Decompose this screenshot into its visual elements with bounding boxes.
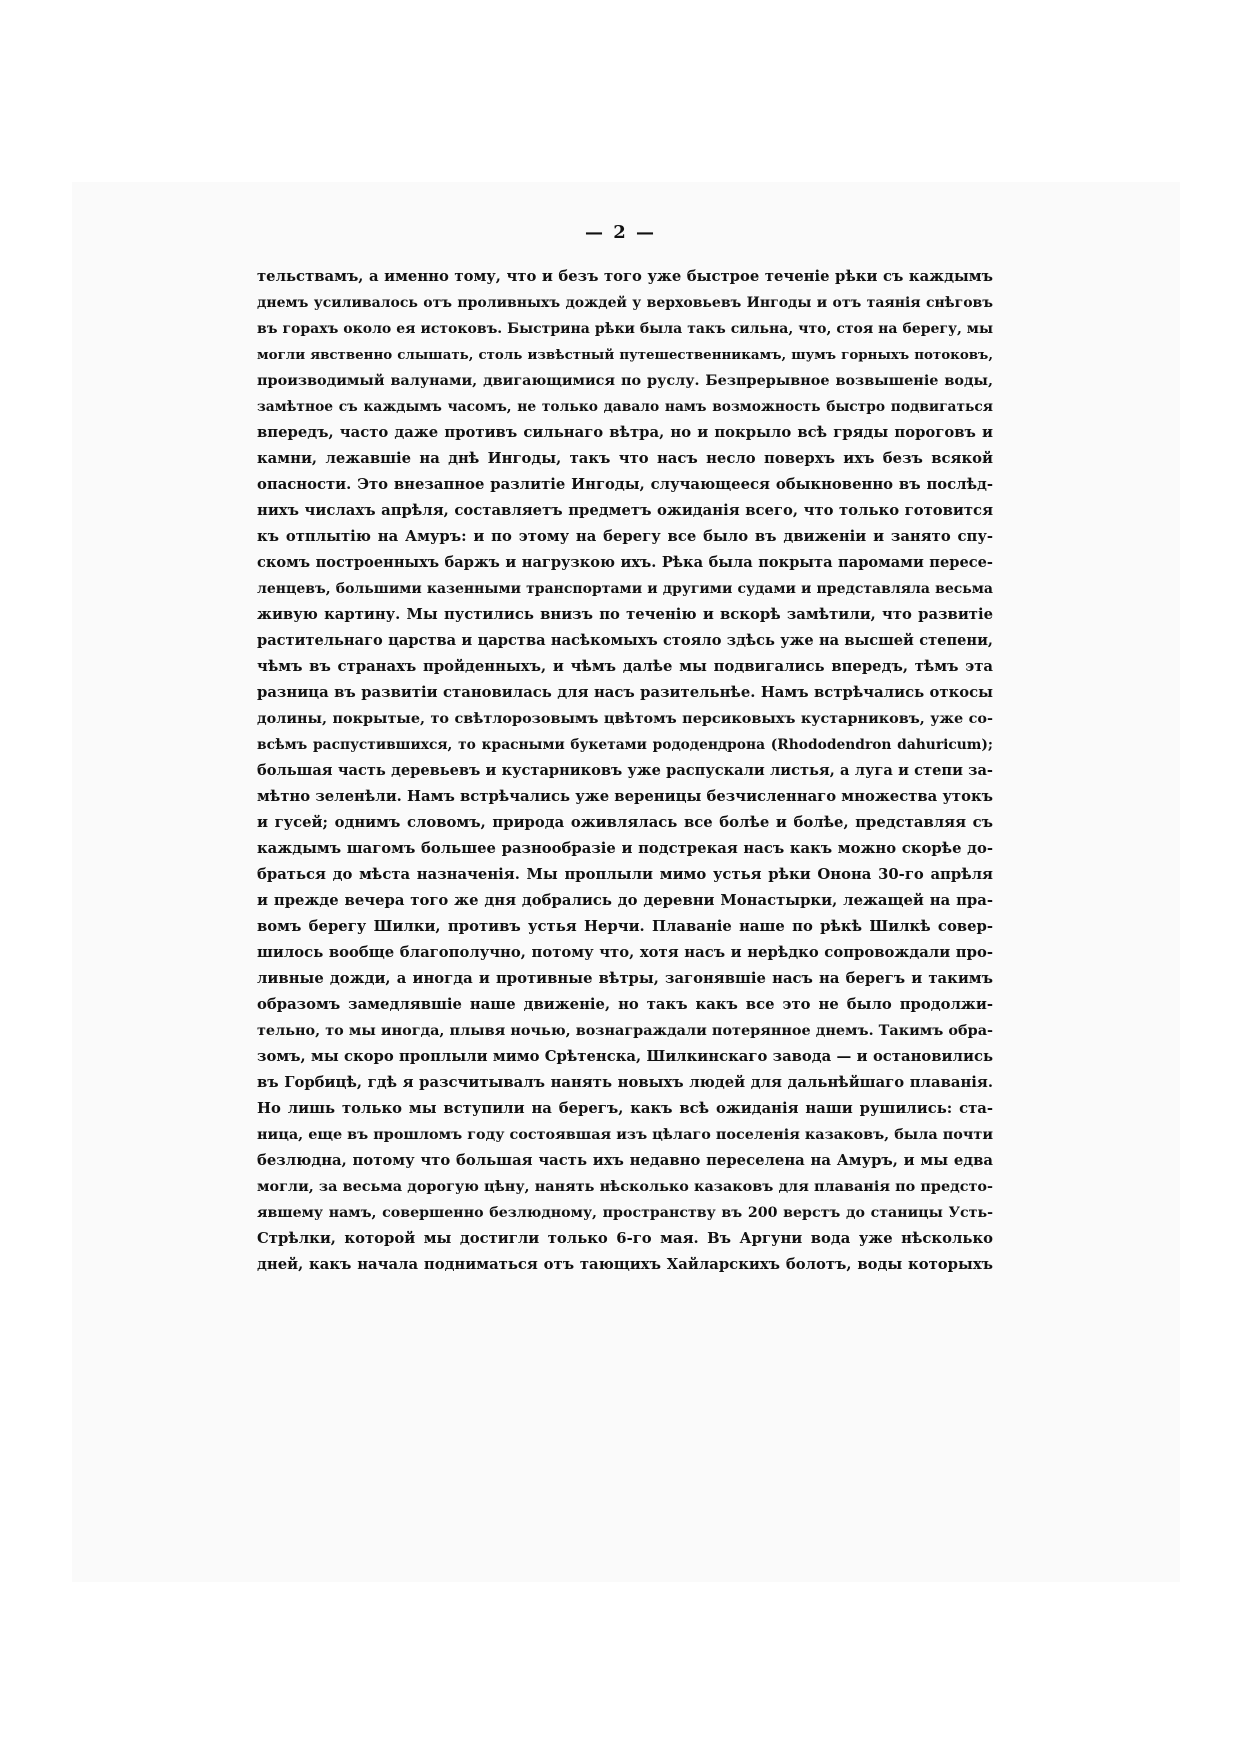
text-line: тельно, то мы иногда, плывя ночью, вознаграждали потерянное днемъ. Такимъ обра- [257,1022,993,1039]
text-line: ница, еще въ прошломъ году состоявшая изъ цѣлаго поселенія казаковъ, была почти [257,1126,993,1143]
text-line: безлюдна, потому что большая часть ихъ недавно переселена на Амуръ, и мы едва [257,1152,993,1169]
page-number: — 2 — [584,222,657,243]
text-line: чѣмъ въ странахъ пройденныхъ, и чѣмъ далѣе мы подвигались впередъ, тѣмъ эта [257,658,993,675]
text-line: впередъ, часто даже противъ сильнаго вѣтра, но и покрыло всѣ гряды пороговъ и [257,424,993,441]
text-line: ленцевъ, большими казенными транспортами и другими судами и представляла весьма [257,581,993,597]
text-line: къ отплытію на Амуръ: и по этому на берегу все было въ движеніи и занято спу- [257,528,993,545]
text-line: браться до мѣста назначенія. Мы проплыли мимо устья рѣки Онона 30-го апрѣля [257,866,993,883]
text-line: днемъ усиливалось отъ проливныхъ дождей у верховьевъ Ингоды и отъ таянія снѣговъ [257,295,993,311]
text-line: вомъ берегу Шилки, противъ устья Нерчи. Плаваніе наше по рѣкѣ Шилкѣ совер- [257,918,993,935]
text-line: опасности. Это внезапное разлитіе Ингоды, случающееся обыкновенно въ послѣд- [257,476,993,493]
text-line: нихъ числахъ апрѣля, составляетъ предметъ ожиданія всего, что только готовится [257,502,993,519]
text-line: тельствамъ, а именно тому, что и безъ того уже быстрое теченіе рѣки съ каждымъ [257,268,993,285]
text-line: ливные дожди, а иногда и противные вѣтры, загонявшіе насъ на берегъ и такимъ [257,970,993,987]
text-line: Стрѣлки, которой мы достигли только 6-го мая. Въ Аргуни вода уже нѣсколько [257,1230,993,1247]
text-line: большая часть деревьевъ и кустарниковъ уже распускали листья, а луга и степи за- [257,762,993,779]
text-line: и прежде вечера того же дня добрались до деревни Монастырки, лежащей на пра- [257,892,993,909]
text-line: мѣтно зеленѣли. Намъ встрѣчались уже вереницы безчисленнаго множества утокъ [257,788,993,805]
text-line: и гусей; однимъ словомъ, природа оживлялась все болѣе и болѣе, представляя съ [257,814,993,831]
body-text [257,264,993,1278]
text-line: долины, покрытые, то свѣтлорозовымъ цвѣтомъ персиковыхъ кустарниковъ, уже со- [257,710,993,727]
text-line: шилось вообще благополучно, потому что, хотя насъ и нерѣдко сопровождали про- [257,944,993,961]
text-line: дней, какъ начала подниматься отъ тающихъ Хайларскихъ болотъ, воды которыхъ [257,1256,993,1273]
text-line: Но лишь только мы вступили на берегъ, какъ всѣ ожиданія наши рушились: ста- [257,1100,993,1117]
text-line: всѣмъ распустившихся, то красными букетами рододендрона (Rhododendron dahuricum); [257,737,993,753]
text-line: скомъ построенныхъ баржъ и нагрузкою ихъ. Рѣка была покрыта паромами пересе- [257,554,993,571]
text-line: каждымъ шагомъ большее разнообразіе и подстрекая насъ какъ можно скорѣе до- [257,840,993,857]
text-line: производимый валунами, двигающимися по руслу. Безпрерывное возвышеніе воды, [257,372,993,389]
text-line: камни, лежавшіе на днѣ Ингоды, такъ что насъ несло поверхъ ихъ безъ всякой [257,450,993,467]
text-line: въ горахъ около ея истоковъ. Быстрина рѣки была такъ сильна, что, стоя на берегу, мы [257,321,993,337]
text-line: разница въ развитіи становилась для насъ разительнѣе. Намъ встрѣчались откосы [257,684,993,701]
text-line: живую картину. Мы пустились внизъ по теченію и вскорѣ замѣтили, что развитіе [257,606,993,623]
text-line: въ Горбицѣ, гдѣ я разсчитывалъ нанять новыхъ людей для дальнѣйшаго плаванія. [257,1074,993,1091]
text-line: образомъ замедлявшіе наше движеніе, но такъ какъ все это не было продолжи- [257,996,993,1013]
text-line: растительнаго царства и царства насѣкомыхъ стояло здѣсь уже на высшей степени, [257,632,993,649]
text-line: замѣтное съ каждымъ часомъ, не только давало намъ возможность быстро подвигаться [257,399,993,415]
text-line: могли, за весьма дорогую цѣну, нанять нѣсколько казаковъ для плаванія по предсто- [257,1178,993,1195]
text-line: зомъ, мы скоро проплыли мимо Срѣтенска, Шилкинскаго завода — и остановились [257,1048,993,1065]
text-line: могли явственно слышать, столь извѣстный путешественникамъ, шумъ горныхъ потоковъ, [257,347,993,363]
text-line: явшему намъ, совершенно безлюдному, пространству въ 200 верстъ до станицы Усть- [257,1205,993,1221]
